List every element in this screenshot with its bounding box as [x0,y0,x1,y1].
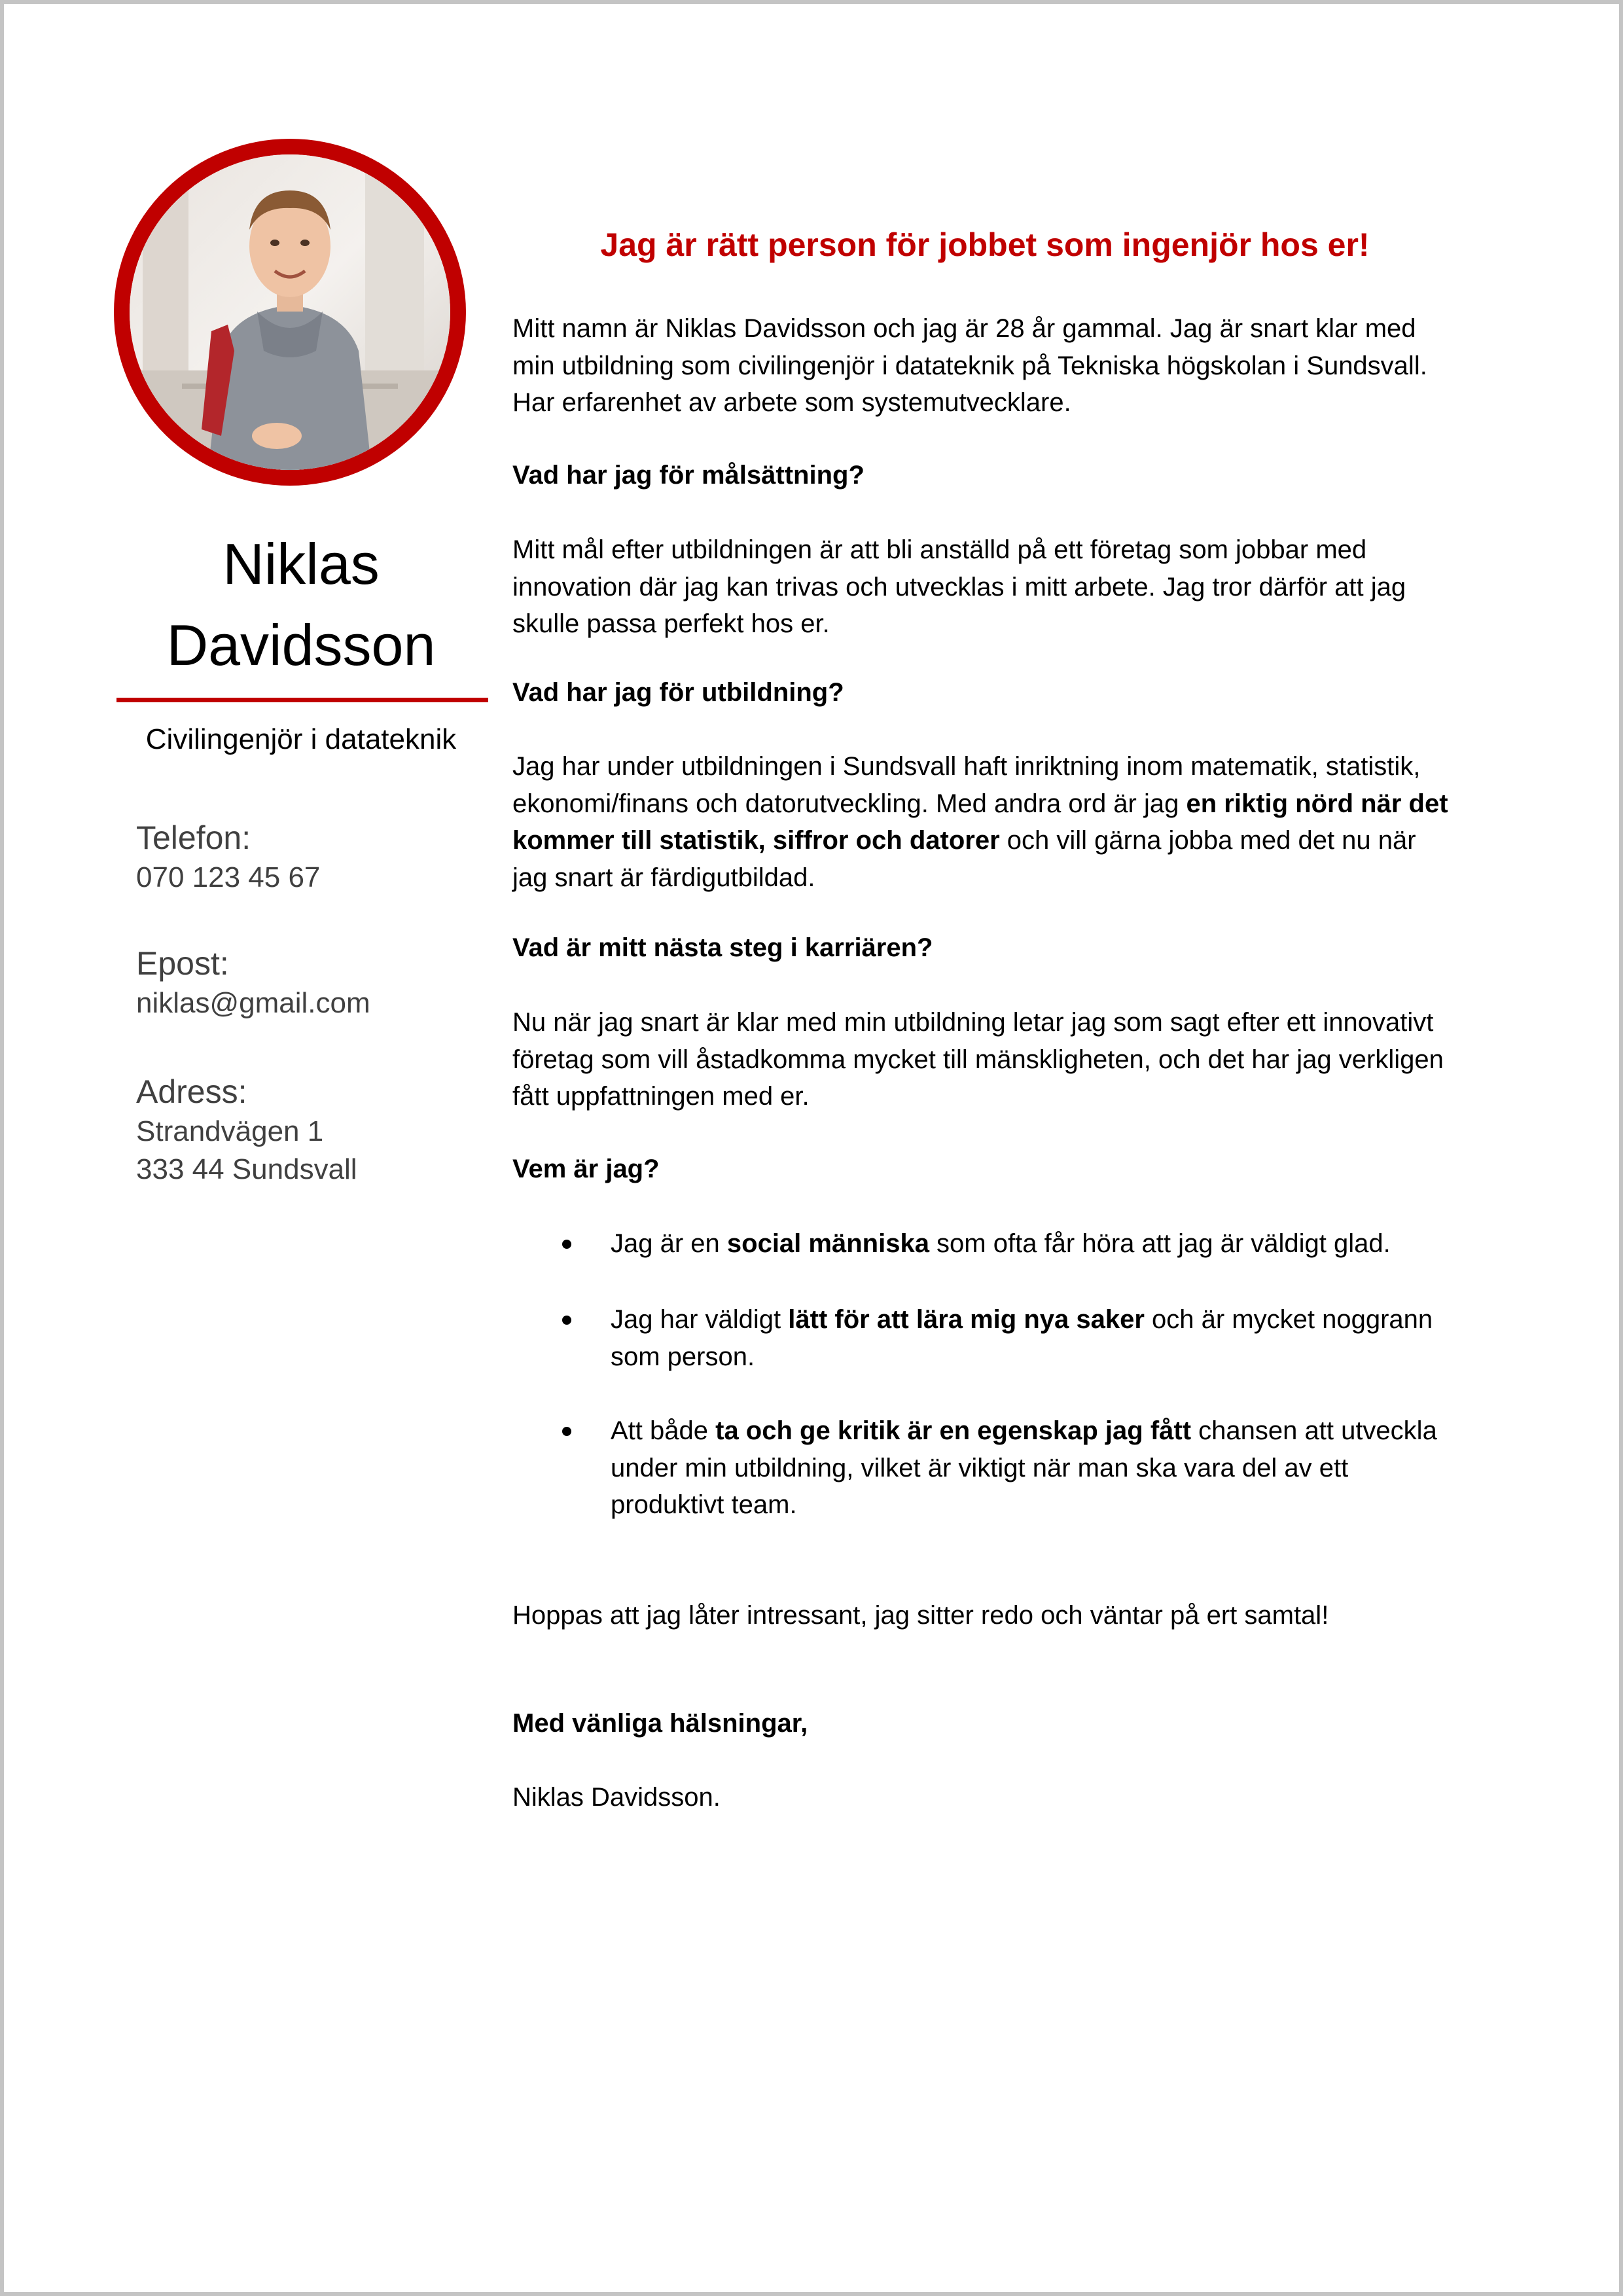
profile-photo [114,139,466,486]
candidate-first-name: Niklas [223,531,380,596]
education-text-start: Jag har under utbildningen i Sundsvall haft inriktning inom matematik, statistik, ekonomi/finans och datorutveckling. Med andra ord är jag [512,752,1421,818]
bullet-icon [562,1240,571,1249]
email-label: Epost: [136,945,229,982]
nextstep-heading: Vad är mitt nästa steg i karriären? [512,933,933,962]
list-item-text-end: som ofta får höra att jag är väldigt glad. [929,1229,1391,1258]
address-label: Adress: [136,1073,247,1110]
intro-paragraph: Mitt namn är Niklas Davidsson och jag är 28 år gammal. Jag är snart klar med min utbildning som civilingenjör i datateknik på Tekniska högskolan i Sundsvall. Har erfarenhet av arbete som systemutvecklare. [512,314,1427,417]
contact-address [136,1071,476,1189]
phone-value: 070 123 45 67 [136,861,321,893]
email-value: niklas@gmail.com [136,987,370,1019]
list-item-text-start: Jag är en [611,1229,727,1258]
nextstep-paragraph: Nu när jag snart är klar med min utbildning letar jag som sagt efter ett innovativt företag som vill åstadkomma mycket till mänskligheten, och det har jag verkligen fått uppfattningen med er. [512,1008,1444,1111]
whoami-heading: Vem är jag? [512,1155,660,1183]
bullet-icon [562,1316,571,1325]
list-item-text [611,1301,1442,1375]
list-item-text-start: Jag har väldigt [611,1305,789,1334]
list-item-emphasis: social människa [726,1229,929,1258]
list-item-text-end: och är mycket noggrann som person. [611,1305,1433,1371]
list-item-emphasis: lätt för att lära mig nya saker [788,1305,1145,1334]
education-heading: Vad har jag för utbildning? [512,678,844,707]
education-text-emphasis: en riktig nörd när det kommer till statistik, siffror och datorer [512,789,1448,855]
contact-phone [136,817,476,897]
profile-photo-illustration [130,154,450,470]
job-title: Civilingenjör i datateknik [145,723,457,755]
list-item-emphasis: ta och ge kritik är en egenskap jag fått [715,1416,1192,1445]
goal-paragraph: Mitt mål efter utbildningen är att bli anställd på ett företag som jobbar med innovation där jag kan trivas och utvecklas i mitt arbete. Jag tror därför att jag skulle passa perfekt hos er. [512,535,1406,638]
address-city: 333 44 Sundsvall [136,1153,357,1185]
letter-title: Jag är rätt person för jobbet som ingenjör hos er! [600,226,1370,263]
candidate-last-name: Davidsson [166,613,436,677]
contact-email [136,942,476,1022]
education-paragraph [512,748,1448,896]
closing-paragraph: Hoppas att jag låter intressant, jag sitter redo och väntar på ert samtal! [512,1601,1329,1630]
goal-heading: Vad har jag för målsättning? [512,461,865,490]
list-item-text-start: Att både [611,1416,716,1445]
name-divider [116,698,488,702]
address-street: Strandvägen 1 [136,1115,324,1147]
education-text-end: och vill gärna jobba med det nu när jag snart är färdigutbildad. [512,826,1416,892]
signature: Niklas Davidsson. [512,1783,721,1812]
signoff: Med vänliga hälsningar, [512,1709,808,1738]
list-item-text [611,1225,1442,1263]
candidate-name [118,524,484,686]
list-item-text-end: chansen att utveckla under min utbildning, vilket är viktigt när man ska vara del av ett produktivt team. [611,1416,1437,1519]
list-item-text [611,1412,1442,1524]
bullet-icon [562,1427,571,1436]
phone-label: Telefon: [136,819,251,856]
